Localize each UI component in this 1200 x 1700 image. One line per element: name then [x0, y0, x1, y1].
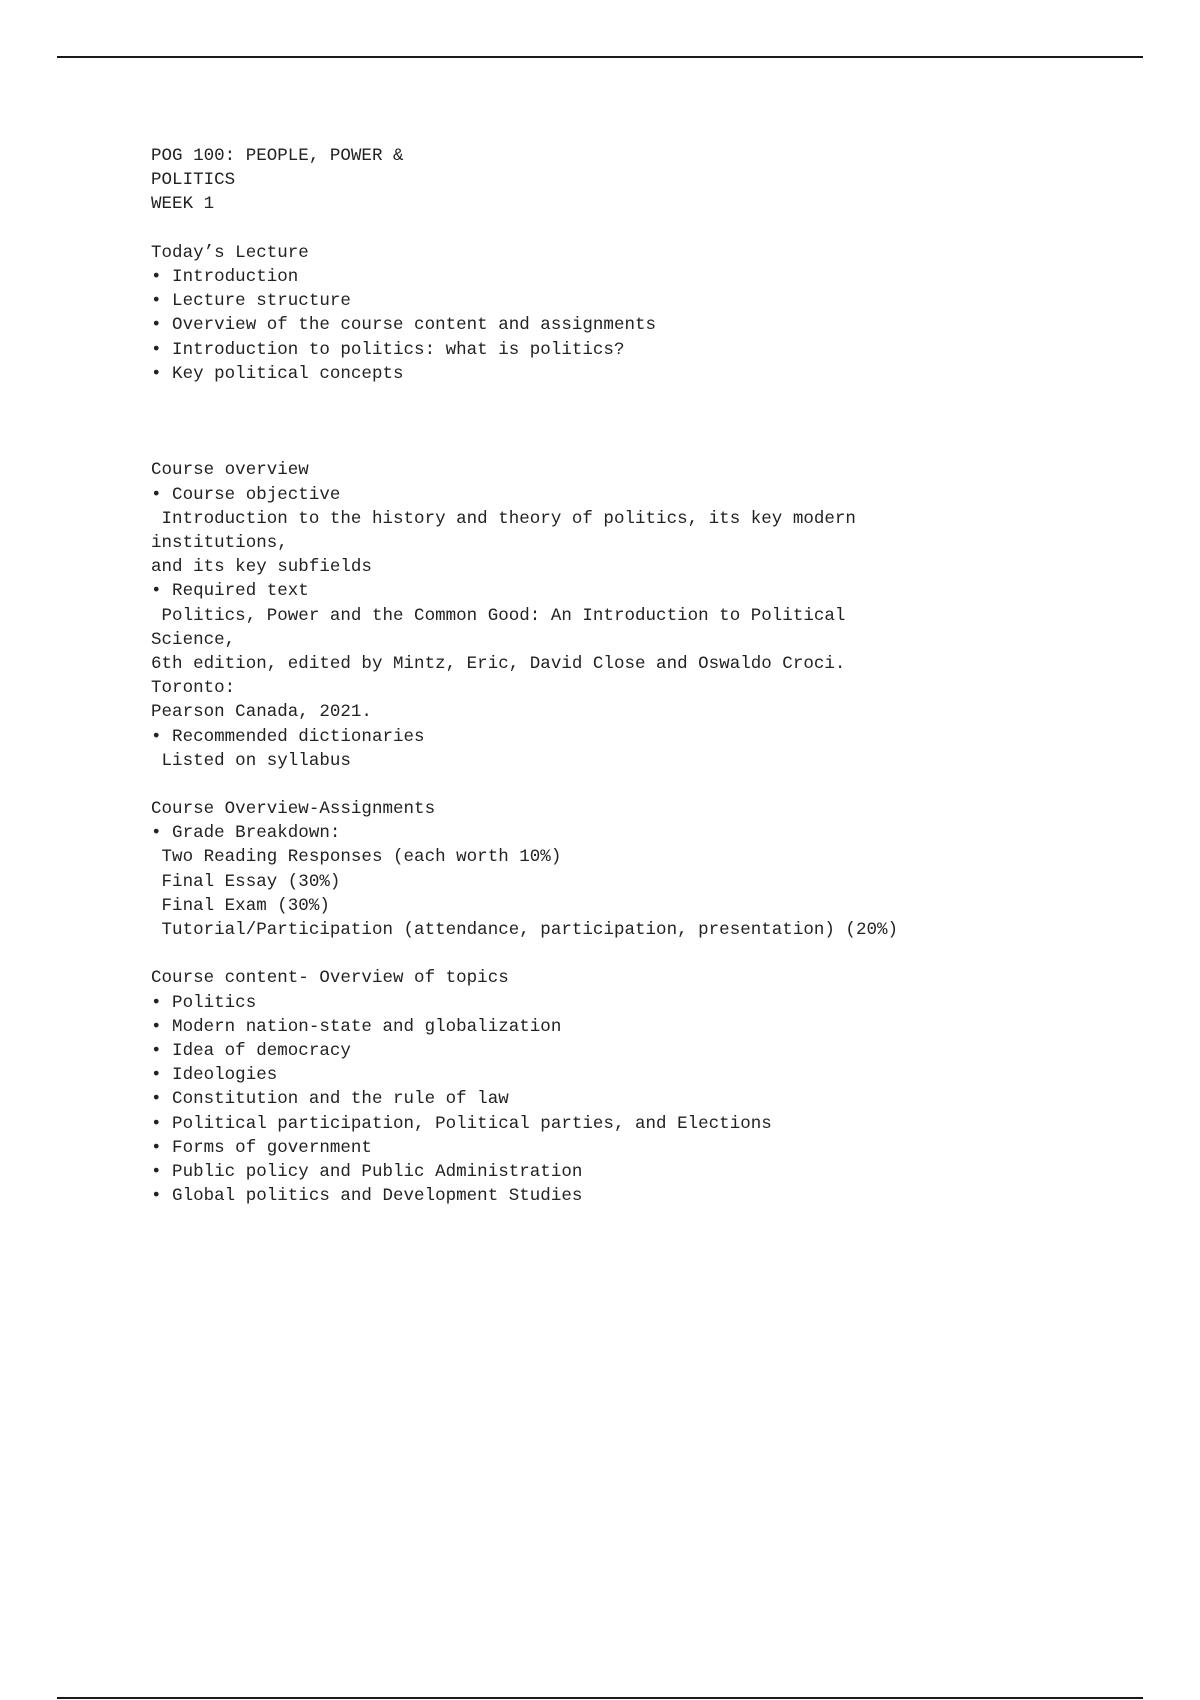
- week-label: WEEK 1: [151, 194, 215, 215]
- list-item: • Lecture structure: [151, 291, 351, 312]
- paragraph-line: Toronto:: [151, 678, 236, 699]
- list-item: • Constitution and the rule of law: [151, 1089, 509, 1110]
- spacer: [151, 942, 1151, 966]
- paragraph-line: institutions,: [151, 533, 288, 554]
- list-item: • Idea of democracy: [151, 1040, 351, 1061]
- spacer: [151, 217, 1151, 241]
- list-item: • Modern nation-state and globalization: [151, 1016, 562, 1037]
- list-item: • Introduction to politics: what is politics?: [151, 339, 625, 360]
- paragraph-line: Science,: [151, 629, 236, 650]
- list-item: • Overview of the course content and assignments: [151, 315, 657, 336]
- grade-line: Tutorial/Participation (attendance, participation, presentation) (20%): [151, 920, 899, 941]
- course-content-section: [151, 966, 1151, 1208]
- list-item: • Key political concepts: [151, 363, 404, 384]
- paragraph-line: 6th edition, edited by Mintz, Eric, David Close and Oswaldo Croci.: [151, 653, 846, 674]
- paragraph-line: and its key subfields: [151, 557, 372, 578]
- list-item: • Recommended dictionaries: [151, 726, 425, 747]
- course-overview-section: [151, 458, 1151, 772]
- assignments-section: [151, 797, 1151, 942]
- top-rule: [57, 56, 1143, 58]
- list-item: • Political participation, Political parties, and Elections: [151, 1113, 772, 1134]
- list-item: • Grade Breakdown:: [151, 823, 341, 844]
- paragraph-line: Listed on syllabus: [151, 750, 351, 771]
- list-item: • Global politics and Development Studies: [151, 1186, 583, 1207]
- grade-line: Final Exam (30%): [151, 895, 330, 916]
- list-item: • Required text: [151, 581, 309, 602]
- spacer: [151, 386, 1151, 459]
- list-item: • Course objective: [151, 484, 341, 505]
- bottom-rule: [57, 1697, 1143, 1699]
- paragraph-line: Politics, Power and the Common Good: An Introduction to Political: [151, 605, 846, 626]
- list-item: • Ideologies: [151, 1065, 278, 1086]
- paragraph-line: Pearson Canada, 2021.: [151, 702, 372, 723]
- section-heading: Course overview: [151, 460, 309, 481]
- paragraph-line: Introduction to the history and theory of politics, its key modern: [151, 508, 856, 529]
- section-heading: Course content- Overview of topics: [151, 968, 509, 989]
- section-heading: Course Overview-Assignments: [151, 799, 436, 820]
- grade-line: Two Reading Responses (each worth 10%): [151, 847, 562, 868]
- doc-title-line-1: POG 100: PEOPLE, POWER &: [151, 146, 404, 166]
- list-item: • Forms of government: [151, 1137, 372, 1158]
- list-item: • Public policy and Public Administration: [151, 1161, 583, 1182]
- document-body: [151, 144, 1151, 1208]
- doc-title-line-2: POLITICS: [151, 170, 236, 191]
- spacer: [151, 773, 1151, 797]
- todays-lecture-section: [151, 241, 1151, 386]
- section-heading: Today’s Lecture: [151, 242, 309, 263]
- list-item: • Politics: [151, 992, 257, 1013]
- list-item: • Introduction: [151, 266, 299, 287]
- grade-line: Final Essay (30%): [151, 871, 341, 892]
